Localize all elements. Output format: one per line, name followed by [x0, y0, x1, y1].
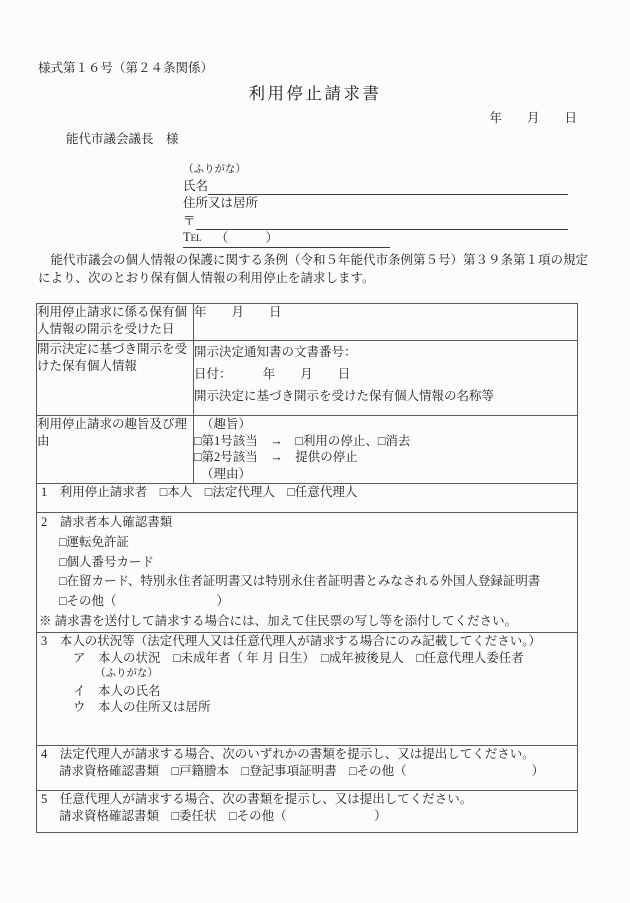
doc-number-line: 開示決定通知書の文書番号： [194, 345, 357, 359]
legal-rep-docs-line: 請求資格確認書類 □戸籍謄本 □登記事項証明書 □その他（ ） [59, 764, 545, 778]
section-3-title: 3 本人の状況等（法定代理人又は任意代理人が請求する場合にのみ記載してください。） [41, 634, 542, 648]
principal-name-line: イ 本人の氏名 [73, 683, 161, 698]
id-doc-mynumber-card-line: □個人番号カード [59, 554, 155, 569]
principal-status-line: ア 本人の状況 □未成年者（ 年 月 日生） □成年被後見人 □任意代理人委任者 [73, 650, 524, 665]
purpose-heading: （趣旨） [201, 417, 252, 431]
purpose-option-2-line: □第2号該当 → 提供の停止 [194, 450, 358, 465]
row-section-4 [37, 746, 578, 791]
name-label: 氏名 [183, 179, 209, 194]
furigana-label: （ふりがな） [183, 164, 246, 175]
tel-value: （ ） [215, 230, 279, 245]
row-disclosed-info [37, 341, 578, 416]
postal-mark: 〒 [183, 213, 196, 228]
form-number: 様式第１６号（第２４条関係） [38, 61, 214, 75]
principal-address-line: ウ 本人の住所又は居所 [73, 700, 211, 715]
info-name-line: 開示決定に基づき開示を受けた保有個人情報の名称等 [194, 389, 495, 403]
section-5-title: 5 任意代理人が請求する場合、次の書類を提示し、又は提出してください。 [41, 792, 473, 806]
voluntary-rep-docs-line: 請求資格確認書類 □委任状 □その他（ ） [59, 809, 387, 823]
principal-furigana-label: （ふりがな） [95, 668, 158, 680]
section-2-title: 2 請求者本人確認書類 [41, 515, 173, 529]
reason-heading: （理由） [201, 466, 252, 481]
tel-field-row [183, 230, 390, 248]
row-purpose-reason [37, 416, 578, 484]
addressee: 能代市議会議長 様 [66, 132, 179, 146]
id-doc-other-line: □その他（ ） [59, 594, 230, 609]
purpose-option-1-line: □第1号該当 → □利用の停止、□消去 [194, 433, 411, 448]
row-section-5 [37, 791, 578, 833]
row-section-3 [37, 633, 578, 746]
name-field-row [183, 178, 568, 195]
mailing-note-line: ※ 請求書を送付して請求する場合には、加えて住民票の写し等を添付してください。 [39, 613, 518, 628]
purpose-reason-cell [194, 416, 578, 484]
disclosed-info-cell [194, 341, 578, 416]
row-section-1 [37, 484, 578, 513]
section-4-title: 4 法定代理人が請求する場合、次のいずれかの書類を提示し、又は提出してください。 [41, 747, 535, 761]
row-disclosure-date [37, 304, 578, 341]
section-3-cell [37, 633, 578, 746]
main-table [36, 303, 578, 833]
postal-field-row [183, 212, 568, 229]
section-2-cell [37, 513, 578, 633]
id-doc-residence-card-line: □在留カード、特別永住者証明書又は特別永住者証明書とみなされる外国人登録証明書 [59, 574, 541, 589]
disclosed-info-label: 開示決定に基づき開示を受けた保有個人情報 [37, 341, 194, 416]
name-fill-line [208, 177, 568, 195]
intro-paragraph: 能代市議会の個人情報の保護に関する条例（令和５年能代市条例第５号）第３９条第１項の規定により、次のとおり保有個人情報の利用停止を請求します。 [38, 253, 589, 285]
page-title: 利用停止請求書 [248, 84, 382, 103]
section-5-cell [37, 791, 578, 833]
requester-type-line: 1 利用停止請求者 □本人 □法定代理人 □任意代理人 [41, 485, 358, 499]
address-label: 住所又は居所 [183, 196, 259, 211]
section-4-cell [37, 746, 578, 791]
doc-date-line: 日付： 年 月 日 [194, 367, 351, 381]
tel-label: TEL [183, 229, 202, 244]
purpose-reason-label: 利用停止請求の趣旨及び理由 [37, 416, 194, 484]
applicant-block [183, 162, 568, 248]
row-section-2 [37, 513, 578, 633]
postal-fill-line [196, 211, 568, 229]
disclosure-date-label: 利用停止請求に係る保有個人情報の開示を受けた日 [37, 304, 194, 341]
section-1-cell [37, 484, 578, 513]
date-line: 年 月 日 [489, 111, 577, 125]
id-doc-drivers-license-line: □運転免許証 [59, 534, 130, 549]
disclosure-date-value: 年 月 日 [194, 304, 578, 341]
address-field-row [183, 195, 568, 212]
